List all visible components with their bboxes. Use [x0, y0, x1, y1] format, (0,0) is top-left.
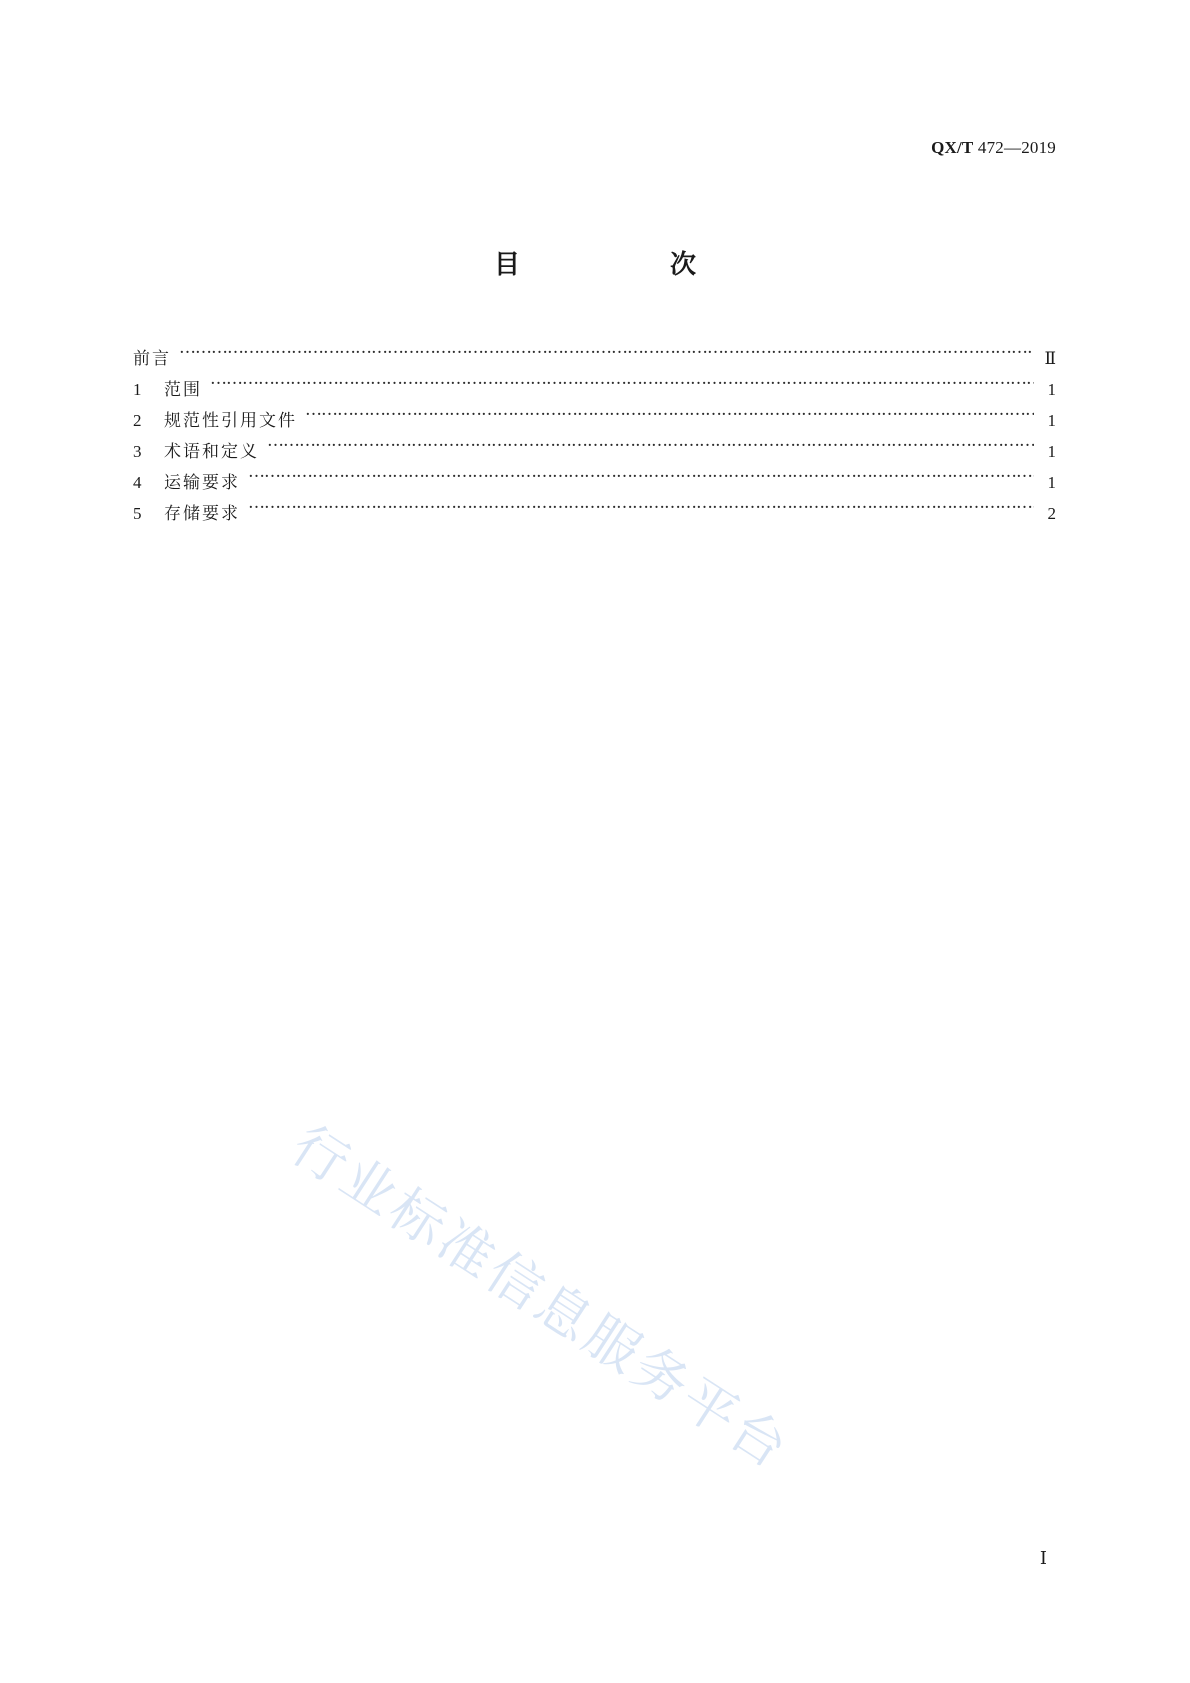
toc-leader-dots [267, 426, 1034, 457]
standard-prefix: QX/T [931, 138, 974, 157]
toc-item-label: 运输要求 [164, 473, 240, 493]
watermark: 行业标准信息服务平台 [280, 1113, 802, 1483]
toc-item-transport-requirements[interactable] [133, 457, 1056, 493]
toc-leader-dots [179, 333, 1034, 364]
toc-item-page: Ⅱ [1044, 349, 1056, 368]
toc-item-label: 术语和定义 [164, 442, 259, 462]
toc-item-number: 1 [133, 380, 142, 399]
standard-code [931, 138, 1056, 158]
toc-list [133, 333, 1056, 524]
page-number: Ⅰ [1039, 1548, 1047, 1568]
toc-item-number: 5 [133, 504, 142, 523]
toc-item-normative-references[interactable] [133, 395, 1056, 431]
toc-leader-dots [248, 457, 1034, 488]
toc-item-scope[interactable] [133, 364, 1056, 400]
toc-item-label: 规范性引用文件 [164, 411, 297, 431]
toc-item-page: 1 [1047, 473, 1056, 492]
toc-item-label: 存储要求 [164, 504, 240, 524]
toc-item-page: 1 [1047, 411, 1056, 430]
toc-item-label: 前言 [133, 349, 171, 369]
toc-item-number: 2 [133, 411, 142, 430]
toc-item-storage-requirements[interactable] [133, 488, 1056, 524]
toc-title: 目 次 [493, 250, 758, 280]
standard-number: 472—2019 [977, 138, 1056, 157]
toc-leader-dots [248, 488, 1034, 519]
toc-item-label: 范围 [164, 380, 202, 400]
toc-item-number: 4 [133, 473, 142, 492]
toc-item-page: 2 [1047, 504, 1056, 523]
toc-item-foreword[interactable] [133, 333, 1056, 369]
toc-leader-dots [210, 364, 1034, 395]
toc-item-terms-definitions[interactable] [133, 426, 1056, 462]
toc-leader-dots [305, 395, 1034, 426]
toc-item-page: 1 [1047, 380, 1056, 399]
toc-item-page: 1 [1047, 442, 1056, 461]
toc-item-number: 3 [133, 442, 142, 461]
